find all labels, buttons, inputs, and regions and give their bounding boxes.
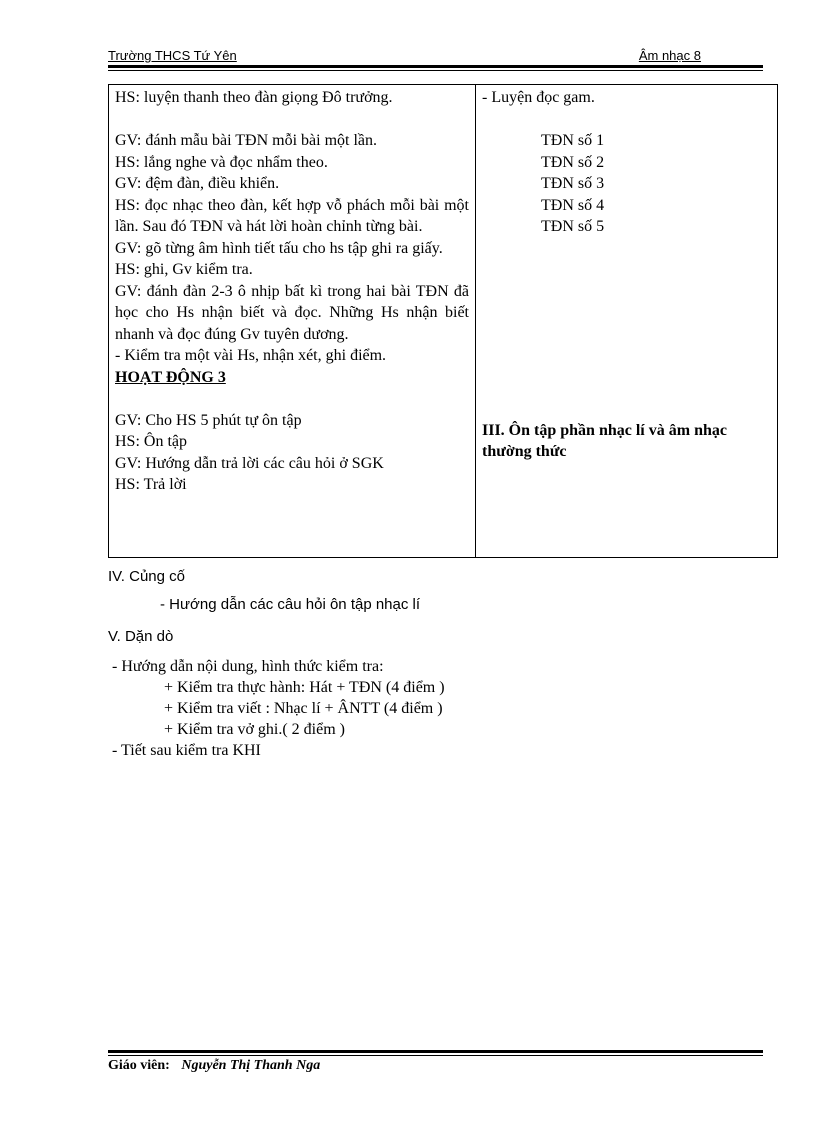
blank-line — [115, 388, 469, 410]
activity-line: GV: Hướng dẫn trả lời các câu hỏi ở SGK — [115, 454, 384, 472]
teacher-name: Nguyễn Thị Thanh Nga — [181, 1058, 321, 1073]
section-5 — [108, 626, 445, 761]
section-4-line: - Hướng dẫn các câu hỏi ôn tập nhạc lí — [160, 596, 421, 613]
tdn-item: TĐN số 3 — [541, 175, 605, 192]
header-rule-thick — [108, 65, 763, 68]
subject-name: Âm nhạc 8 — [638, 48, 701, 63]
content-intro: - Luyện đọc gam. — [482, 89, 595, 106]
blank-line — [115, 109, 469, 131]
section-5-body — [108, 656, 445, 761]
exam-item: + Kiểm tra thực hành: Hát + TĐN (4 điểm ) — [164, 679, 445, 696]
tdn-item: TĐN số 4 — [541, 196, 605, 214]
exam-item: + Kiểm tra vở ghi.( 2 điểm ) — [164, 721, 345, 738]
section-4 — [108, 566, 420, 616]
exam-item: + Kiểm tra viết : Nhạc lí + ÂNTT (4 điểm ) — [164, 700, 443, 717]
activity-heading: HOẠT ĐỘNG 3 — [115, 368, 226, 386]
review-heading: III. Ôn tập phần nhạc lí và âm nhạc thường thức — [482, 421, 727, 460]
content-cell — [476, 85, 778, 558]
activity-line: HS: đọc nhạc theo đàn, kết hợp vỗ phách mỗi bài một lần. Sau đó TĐN và hát lời hoàn chỉnh từng bài. — [115, 196, 469, 235]
header-rule-thin — [108, 70, 763, 71]
activity-line: GV: đánh đàn 2-3 ô nhịp bất kì trong hai bài TĐN đã học cho Hs nhận biết và đọc. Những Hs nhận biết nhanh và đọc đúng Gv tuyên dương. — [115, 282, 469, 343]
tdn-item: TĐN số 2 — [541, 153, 605, 171]
section-5-outro: - Tiết sau kiểm tra KHI — [112, 742, 261, 759]
activity-line: HS: Trả lời — [115, 476, 187, 493]
activity-line: - Kiểm tra một vài Hs, nhận xét, ghi điểm. — [115, 347, 387, 364]
activity-line: HS: Ôn tập — [115, 433, 187, 450]
page-footer — [108, 1058, 320, 1074]
section-4-title: IV. Củng cố — [108, 568, 185, 585]
section-5-title: V. Dặn dò — [108, 628, 174, 645]
activity-line: GV: đệm đàn, điều khiển. — [115, 175, 280, 192]
activity-line: GV: đánh mẫu bài TĐN mỗi bài một lần. — [115, 132, 378, 149]
footer-rule-thick — [108, 1050, 763, 1053]
activity-line: GV: Cho HS 5 phút tự ôn tập — [115, 411, 302, 429]
footer-rule-thin — [108, 1055, 763, 1056]
section-5-intro: - Hướng dẫn nội dung, hình thức kiểm tra: — [112, 658, 384, 675]
blank-line — [482, 109, 771, 131]
school-name: Trường THCS Tứ Yên — [108, 48, 237, 63]
teacher-label: Giáo viên: — [108, 1058, 170, 1073]
activity-line: HS: ghi, Gv kiểm tra. — [115, 261, 253, 278]
lesson-table — [108, 84, 778, 558]
tdn-item: TĐN số 1 — [541, 132, 605, 149]
teacher-student-activities-cell — [109, 85, 476, 558]
spacer — [482, 238, 771, 420]
page-header — [108, 46, 763, 66]
activity-line: HS: lắng nghe và đọc nhẩm theo. — [115, 153, 328, 171]
tdn-item: TĐN số 5 — [541, 218, 605, 235]
activity-line: GV: gõ từng âm hình tiết tấu cho hs tập ghi ra giấy. — [115, 239, 443, 257]
activity-line: HS: luyện thanh theo đàn giọng Đô trưởng. — [115, 89, 393, 106]
